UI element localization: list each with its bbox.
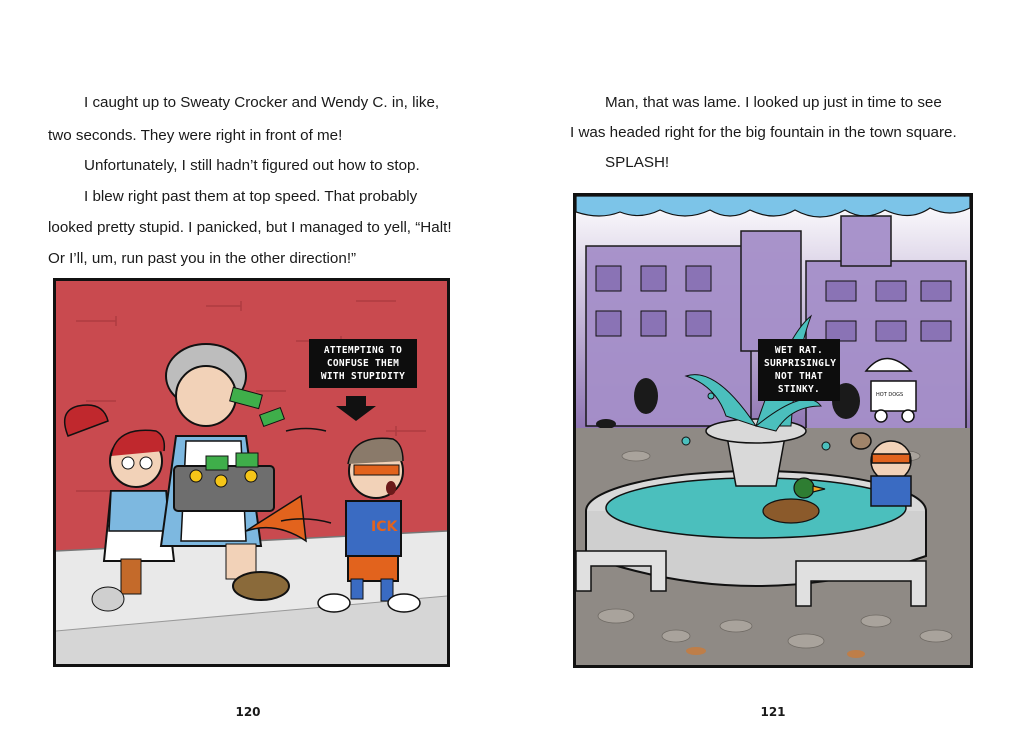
shirt-text: ICK (371, 519, 398, 535)
paragraph-line: I blew right past them at top speed. That probably (84, 188, 418, 205)
right-page (512, 0, 1024, 745)
caption-box: ATTEMPTING TO CONFUSE THEM WITH STUPIDITY (309, 339, 417, 388)
paragraph-line: I was headed right for the big fountain in the town square. (570, 124, 957, 141)
paragraph-line: I caught up to Sweaty Crocker and Wendy C. in, like, (84, 94, 440, 111)
comic-panel-chase (53, 278, 450, 667)
paragraph-line: SPLASH! (605, 154, 670, 171)
paragraph-line: Unfortunately, I still hadn’t figured out how to stop. (84, 157, 420, 174)
fountain-illustration (576, 196, 970, 665)
caption-box: WET RAT. SURPRISINGLY NOT THAT STINKY. (758, 339, 840, 401)
page-number: 121 (760, 705, 786, 719)
cart-sign: HOT DOGS (876, 392, 904, 398)
paragraph-line: two seconds. They were right in front of me! (48, 127, 343, 144)
paragraph-line: looked pretty stupid. I panicked, but I managed to yell, “Halt! (48, 219, 452, 236)
comic-panel-fountain (573, 193, 973, 668)
paragraph-line: Man, that was lame. I looked up just in time to see (605, 94, 942, 111)
paragraph-line: Or I’ll, um, run past you in the other direction!” (48, 250, 357, 267)
page-number: 120 (235, 705, 261, 719)
